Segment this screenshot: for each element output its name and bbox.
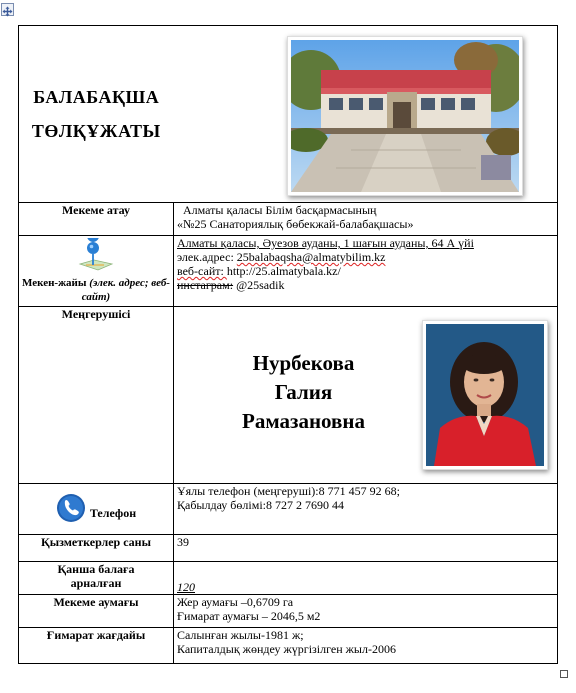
area-label: Мекеме аумағы (19, 595, 174, 628)
reception-phone[interactable]: Қабылдау бөлімі:8 727 2 7690 44 (177, 498, 344, 512)
institution-name-label: Мекеме атау (19, 203, 174, 236)
director-photo (426, 324, 544, 466)
address-value: Алматы қаласы, Әуезов ауданы, 1 шағын ауданы, 64 А үйі элек.адрес: 25balabaqsha@almatybilim.kz веб-сайт: http://25.almatybala.kz/ инстаграм: @25sadik (174, 236, 558, 307)
building-photo-cell (174, 26, 558, 203)
director-cell (174, 307, 558, 484)
capacity-row (19, 562, 558, 595)
address-label: Мекен-жайы (22, 277, 87, 289)
institution-name-value: Алматы қаласы Білім басқармасының «№25 Санаториялық бөбекжай-балабақшасы» (174, 203, 558, 236)
capacity-value: 120 (174, 562, 558, 595)
building-value: Салынған жылы-1981 ж; Капиталдық жөндеу жүргізілген жыл-2006 (174, 628, 558, 664)
mobile-phone[interactable]: Ұялы телефон (меңгеруші):8 771 457 92 68; (177, 484, 400, 498)
address-label-sub: (элек. адрес; веб-сайт) (81, 277, 170, 303)
instagram-handle[interactable]: @25sadik (233, 278, 285, 292)
area-value: Жер аумағы –0,6709 га Ғимарат аумағы – 2046,5 м2 (174, 595, 558, 628)
kindergarten-passport-table (18, 25, 558, 664)
phone-row (19, 484, 558, 535)
staff-value: 39 (174, 535, 558, 562)
capacity-label: Қанша балаға арналған (19, 562, 174, 595)
phone-value (174, 484, 558, 535)
table-resize-handle[interactable] (560, 670, 568, 678)
map-pin-icon (22, 236, 170, 276)
phone-icon (56, 493, 86, 526)
table-move-handle[interactable] (1, 3, 14, 16)
address-row (19, 236, 558, 307)
staff-row (19, 535, 558, 562)
director-row (19, 307, 558, 484)
area-row (19, 595, 558, 628)
phone-label-cell (19, 484, 174, 535)
director-portrait (422, 320, 548, 470)
move-icon (2, 6, 13, 17)
phone-label: Телефон (89, 506, 137, 520)
page-title: БАЛАБАҚША ТӨЛҚҰЖАТЫ (31, 87, 161, 141)
staff-label: Қызметкерлер саны (19, 535, 174, 562)
address-line: Алматы қаласы, Әуезов ауданы, 1 шағын ауданы, 64 А үйі (177, 236, 474, 250)
building-photo (287, 36, 523, 196)
building-label: Ғимарат жағдайы (19, 628, 174, 664)
address-label-cell (19, 236, 174, 307)
title-cell (19, 26, 174, 203)
director-label: Меңгерушісі (19, 307, 174, 484)
website-link[interactable]: http://25.almatybala.kz/ (226, 264, 341, 278)
building-row (19, 628, 558, 664)
kindergarten-building-image (291, 40, 519, 192)
header-row (19, 26, 558, 203)
email-link[interactable]: 25balabaqsha@almatybilim.kz (236, 250, 386, 264)
director-name: Нурбекова Галия Рамазановна (242, 350, 365, 433)
institution-name-row (19, 203, 558, 236)
